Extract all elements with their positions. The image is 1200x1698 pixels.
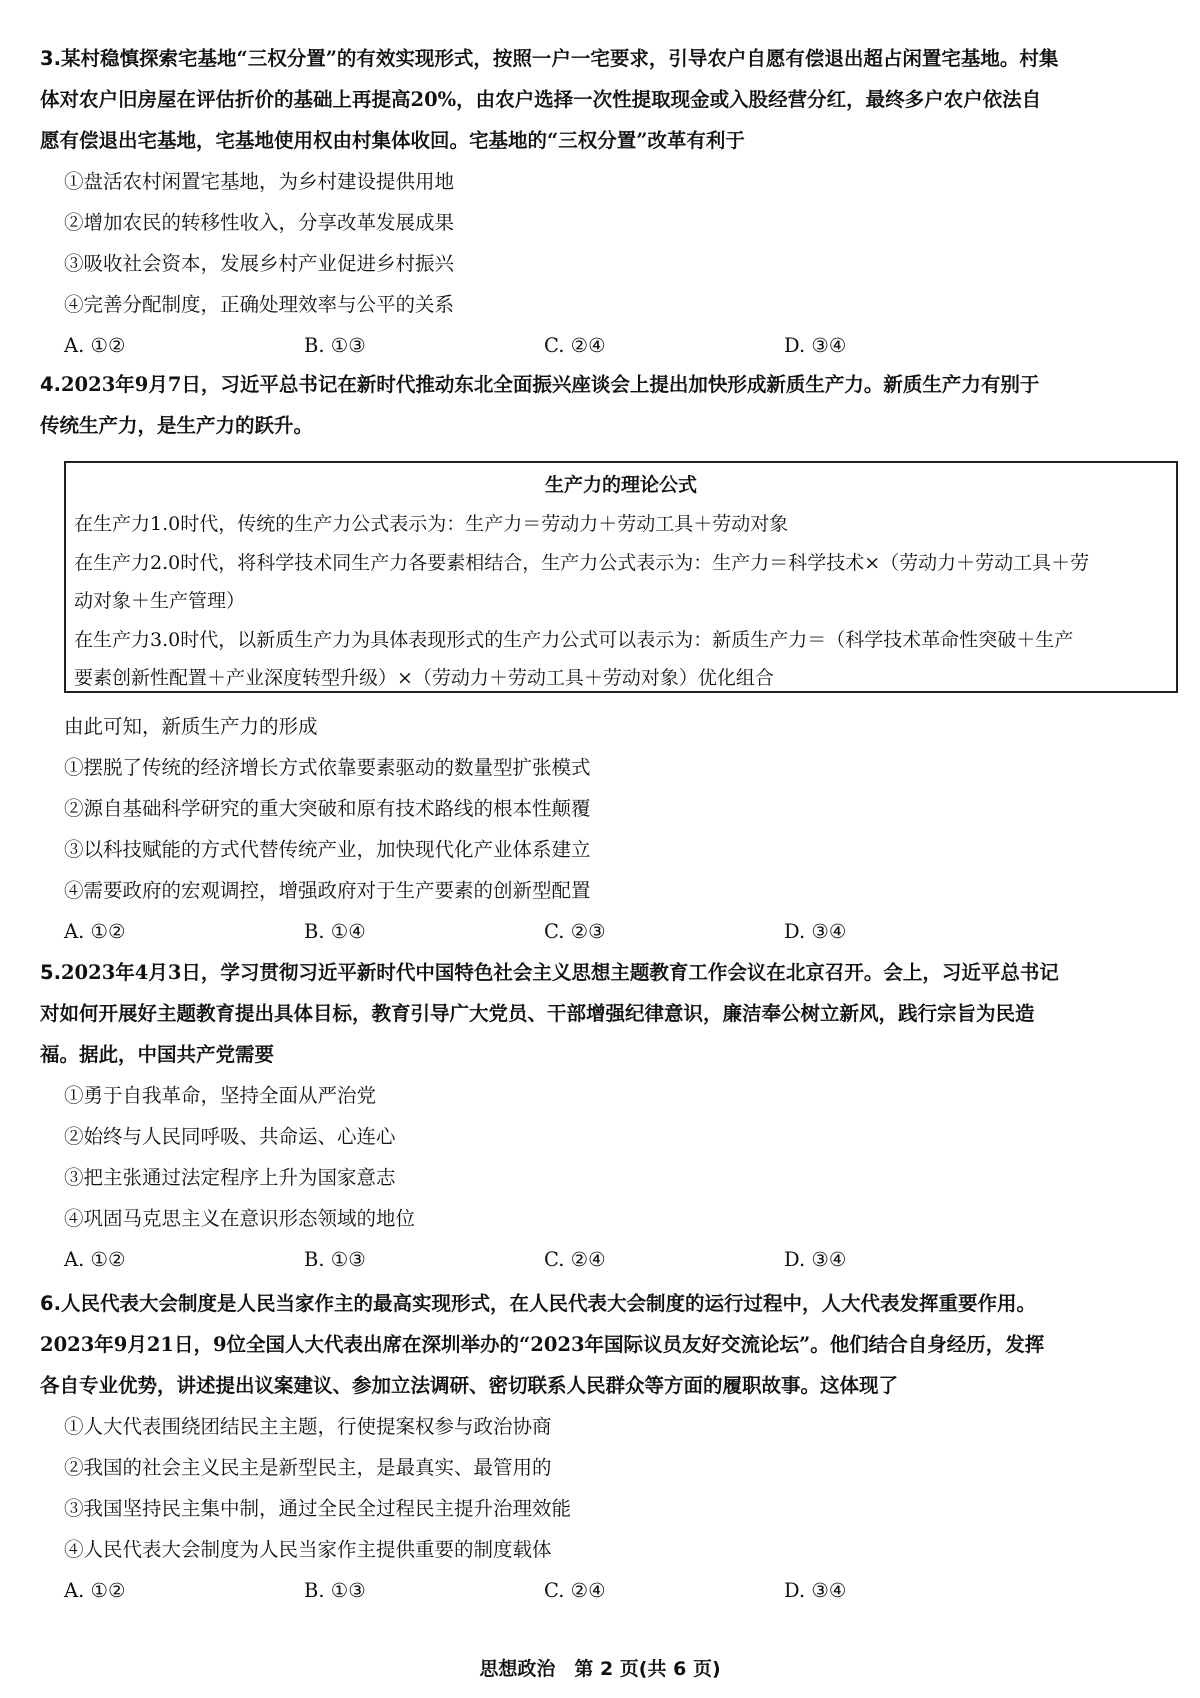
choice-d[interactable]: D. ③④ — [784, 1248, 847, 1271]
choice-c[interactable]: C. ②④ — [544, 1248, 606, 1271]
formula-box-title: 生产力的理论公式 — [544, 474, 697, 496]
question-lead: 由此可知，新质生产力的形成 — [64, 715, 318, 738]
statement-2: ②源自基础科学研究的重大突破和原有技术路线的根本性颠覆 — [64, 797, 591, 820]
question-5 — [40, 952, 1180, 1280]
choice-d[interactable]: D. ③④ — [784, 334, 847, 357]
question-stem-line: 体对农户旧房屋在评估折价的基础上再提高20%，由农户选择一次性提取现金或入股经营分红，最终多户农户依法自 — [40, 88, 1042, 111]
answer-choices — [40, 325, 1180, 366]
answer-choices — [40, 1239, 1180, 1280]
statement-1: ①盘活农村闲置宅基地，为乡村建设提供用地 — [64, 170, 455, 193]
question-number: 5. — [40, 961, 61, 984]
statement-3: ③以科技赋能的方式代替传统产业，加快现代化产业体系建立 — [64, 838, 591, 861]
choice-d[interactable]: D. ③④ — [784, 920, 847, 943]
choice-b[interactable]: B. ①③ — [304, 1579, 366, 1602]
statement-3: ③吸收社会资本，发展乡村产业促进乡村振兴 — [64, 252, 455, 275]
question-4-options — [40, 706, 1180, 952]
choice-a[interactable]: A. ①② — [64, 1248, 126, 1271]
question-stem-line: 2023年9月21日，9位全国人大代表出席在深圳举办的“2023年国际议员友好交流论坛”。他们结合自身经历，发挥 — [40, 1333, 1045, 1356]
question-stem-line: 愿有偿退出宅基地，宅基地使用权由村集体收回。宅基地的“三权分置”改革有利于 — [40, 129, 745, 152]
statement-4: ④巩固马克思主义在意识形态领域的地位 — [64, 1207, 416, 1230]
question-number: 4. — [40, 373, 61, 396]
statement-1: ①人大代表围绕团结民主主题，行使提案权参与政治协商 — [64, 1415, 552, 1438]
statement-2: ②增加农民的转移性收入，分享改革发展成果 — [64, 211, 455, 234]
choice-a[interactable]: A. ①② — [64, 920, 126, 943]
question-stem-line: 福。据此，中国共产党需要 — [40, 1043, 275, 1066]
answer-choices — [40, 911, 1180, 952]
statement-3: ③把主张通过法定程序上升为国家意志 — [64, 1166, 396, 1189]
question-3 — [40, 38, 1180, 366]
choice-b[interactable]: B. ①④ — [304, 920, 366, 943]
choice-a[interactable]: A. ①② — [64, 334, 126, 357]
question-stem-line: 5.2023年4月3日，学习贯彻习近平新时代中国特色社会主义思想主题教育工作会议在北京召开。会上，习近平总书记 — [40, 961, 1059, 984]
statement-2: ②始终与人民同呼吸、共命运、心连心 — [64, 1125, 396, 1148]
question-stem-line: 对如何开展好主题教育提出具体目标，教育引导广大党员、干部增强纪律意识，廉洁奉公树立新风，践行宗旨为民造 — [40, 1002, 1035, 1025]
question-number: 3. — [40, 47, 61, 70]
choice-d[interactable]: D. ③④ — [784, 1579, 847, 1602]
formula-box — [64, 461, 1178, 693]
question-stem-line: 4.2023年9月7日，习近平总书记在新时代推动东北全面振兴座谈会上提出加快形成新质生产力。新质生产力有别于 — [40, 373, 1040, 396]
question-6 — [40, 1283, 1180, 1611]
formula-line: 要素创新性配置＋产业深度转型升级）×（劳动力＋劳动工具＋劳动对象）优化组合 — [74, 667, 774, 689]
statement-3: ③我国坚持民主集中制，通过全民全过程民主提升治理效能 — [64, 1497, 572, 1520]
choice-c[interactable]: C. ②③ — [544, 920, 606, 943]
choice-c[interactable]: C. ②④ — [544, 1579, 606, 1602]
question-stem-line: 3.某村稳慎探索宅基地“三权分置”的有效实现形式，按照一户一宅要求，引导农户自愿有偿退出超占闲置宅基地。村集 — [40, 47, 1059, 70]
statement-1: ①摆脱了传统的经济增长方式依靠要素驱动的数量型扩张模式 — [64, 756, 591, 779]
question-stem-line: 6.人民代表大会制度是人民当家作主的最高实现形式，在人民代表大会制度的运行过程中，人大代表发挥重要作用。 — [40, 1292, 1036, 1315]
formula-line: 在生产力3.0时代，以新质生产力为具体表现形式的生产力公式可以表示为：新质生产力＝（科学技术革命性突破＋生产 — [74, 628, 1074, 651]
question-number: 6. — [40, 1292, 61, 1315]
formula-line: 在生产力1.0时代，传统的生产力公式表示为：生产力＝劳动力＋劳动工具＋劳动对象 — [74, 513, 789, 535]
formula-line: 动对象＋生产管理） — [74, 590, 246, 612]
formula-line: 在生产力2.0时代，将科学技术同生产力各要素相结合，生产力公式表示为：生产力＝科学技术×（劳动力＋劳动工具＋劳 — [74, 551, 1090, 574]
statement-4: ④人民代表大会制度为人民当家作主提供重要的制度载体 — [64, 1538, 552, 1561]
choice-a[interactable]: A. ①② — [64, 1579, 126, 1602]
statement-1: ①勇于自我革命，坚持全面从严治党 — [64, 1084, 377, 1107]
statement-4: ④完善分配制度，正确处理效率与公平的关系 — [64, 293, 455, 316]
answer-choices — [40, 1570, 1180, 1611]
statement-2: ②我国的社会主义民主是新型民主，是最真实、最管用的 — [64, 1456, 552, 1479]
statement-4: ④需要政府的宏观调控，增强政府对于生产要素的创新型配置 — [64, 879, 591, 902]
question-stem-line: 各自专业优势，讲述提出议案建议、参加立法调研、密切联系人民群众等方面的履职故事。这体现了 — [40, 1374, 899, 1397]
question-4 — [40, 364, 1180, 446]
choice-c[interactable]: C. ②④ — [544, 334, 606, 357]
choice-b[interactable]: B. ①③ — [304, 1248, 366, 1271]
question-stem-line: 传统生产力，是生产力的跃升。 — [40, 414, 314, 437]
choice-b[interactable]: B. ①③ — [304, 334, 366, 357]
page-footer: 思想政治 第 2 页(共 6 页) — [479, 1658, 721, 1680]
